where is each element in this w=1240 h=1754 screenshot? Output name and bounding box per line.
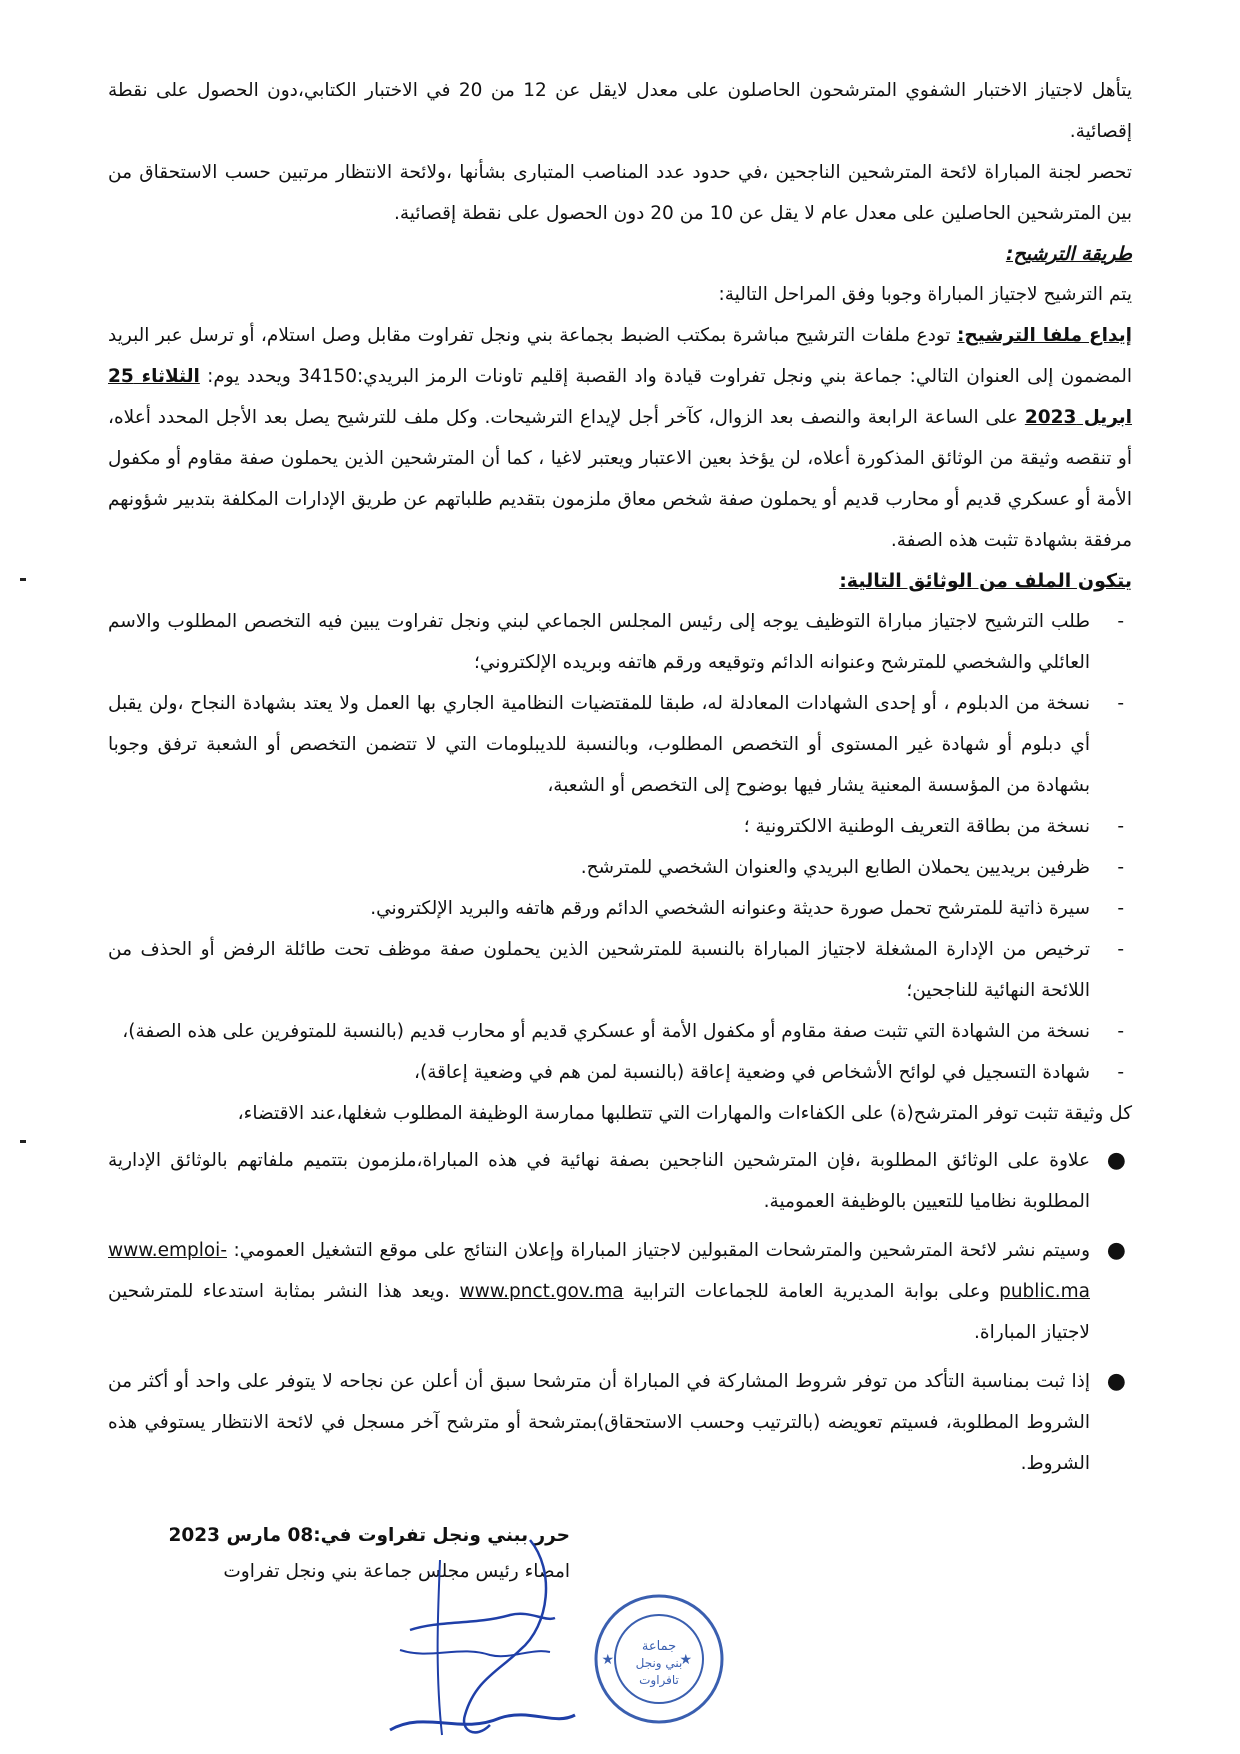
- note-text: علاوة على الوثائق المطلوبة ،فإن المترشحين الناجحين بصفة نهائية في هذه المباراة،ملزمون بتتميم ملفاتهم بالوثائق الإدارية المطلوبة نظاميا للتعيين بالوظيفة العمومية.: [108, 1150, 1090, 1212]
- stamp-inner-line: جماعة: [641, 1639, 677, 1654]
- dash-marker: -: [1117, 1062, 1124, 1083]
- list-item-text: نسخة من الدبلوم ، أو إحدى الشهادات المعادلة له، طبقا للمقتضيات النظامية الجاري بها العمل ولا يعتد بشهادة النجاح ،ولن يقبل أي دبلوم أو شهادة غير المستوى أو التخصص المطلوب، وبالنسبة للديبلومات التي لا تتضمن التخصص أو الشعبة ترفق وجوبا بشهادة من المؤسسة المعنية يشار فيها بوضوح إلى التخصص أو الشعبة،: [108, 693, 1090, 796]
- dash-marker: -: [1117, 857, 1124, 878]
- dash-marker: -: [1117, 898, 1124, 919]
- bullet-marker: ●: [1106, 1148, 1126, 1173]
- deposit-label: إيداع ملفا الترشيح:: [956, 325, 1132, 346]
- list-item: [108, 888, 1132, 929]
- documents-closing: كل وثيقة تثبت توفر المترشح(ة) على الكفاءات والمهارات التي تتطلبها ممارسة الوظيفة المطلوب شغلها،عند الاقتضاء،: [237, 1103, 1132, 1124]
- list-item: [108, 683, 1132, 806]
- documents-list: [108, 601, 1132, 1093]
- signatory-title: امضاء رئيس مجلس جماعة بني ونجل تفراوت: [223, 1561, 570, 1582]
- application-intro: يتم الترشيح لاجتياز المباراة وجوبا وفق المراحل التالية:: [718, 284, 1132, 305]
- stamp-star-icon: ★: [601, 1652, 614, 1668]
- dash-marker: -: [1117, 939, 1124, 960]
- application-method-title: طريقة الترشيح:: [1005, 243, 1132, 265]
- dash-marker: -: [1117, 816, 1124, 837]
- note-text: إذا ثبت بمناسبة التأكد من توفر شروط المشاركة في المباراة أن مترشحا سبق أن أعلن عن نجاحه لا يتوفر على واحد أو أكثر من الشروط المطلوبة، فسيتم تعويضه (بالترتيب وحسب الاستحقاق)بمترشحة أو مترشح آخر مسجل في لائحة الانتظار يستوفي هذه الشروط.: [108, 1371, 1090, 1474]
- official-stamp: [592, 1592, 726, 1726]
- list-item: [108, 1052, 1132, 1093]
- margin-mark: [20, 1140, 26, 1143]
- stamp-star-icon: ★: [679, 1652, 692, 1668]
- documents-title: يتكون الملف من الوثائق التالية:: [839, 570, 1132, 592]
- list-item: [108, 1230, 1132, 1353]
- results-list-paragraph: تحصر لجنة المباراة لائحة المترشحين الناجحين ،في حدود عدد المناصب المتبارى بشأنها ،ولائحة الانتظار مرتبين حسب الاستحقاق من بين المترشحين الحاصلين على معدل عام لا يقل عن 10 من 20 دون الحصول على نقطة إقصائية.: [108, 162, 1132, 224]
- list-item: [108, 806, 1132, 847]
- list-item-text: نسخة من الشهادة التي تثبت صفة مقاوم أو مكفول الأمة أو عسكري قديم أو محارب قديم (بالنسبة للمتوفرين على هذه الصفة)،: [122, 1021, 1090, 1042]
- notes-list: [108, 1140, 1132, 1484]
- note-text: وعلى بوابة المديرية العامة للجماعات الترابية: [623, 1281, 1000, 1302]
- list-item-text: نسخة من بطاقة التعريف الوطنية الالكترونية ؛: [743, 816, 1090, 837]
- note-text: وسيتم نشر لائحة المترشحين والمترشحات المقبولين لاجتياز المباراة وإعلان النتائج على موقع التشغيل العمومي:: [227, 1240, 1090, 1261]
- list-item: [108, 847, 1132, 888]
- list-item-text: ظرفين بريديين يحملان الطابع البريدي والعنوان الشخصي للمترشح.: [580, 857, 1090, 878]
- list-item-text: طلب الترشيح لاجتياز مباراة التوظيف يوجه إلى رئيس المجلس الجماعي لبني ونجل تفراوت يبين فيه التخصص المطلوب والاسم العائلي والشخصي للمترشح وعنوانه الدائم وتوقيعه ورقم هاتفه وبريده الإلكتروني؛: [108, 611, 1090, 673]
- margin-mark: [20, 578, 26, 581]
- dash-marker: -: [1117, 693, 1124, 714]
- stamp-inner-line: تافراوت: [639, 1673, 679, 1687]
- signing-date: حرر ببني ونجل تفراوت في:08 مارس 2023: [168, 1525, 570, 1546]
- deposit-text-2: على الساعة الرابعة والنصف بعد الزوال، كآخر أجل لإيداع الترشيحات. وكل ملف للترشيح يصل بعد الأجل المحدد أعلاه، أو تنقصه وثيقة من الوثائق المذكورة أعلاه، لن يؤخذ بعين الاعتبار ويعتبر لاغيا ، كما أن المترشحين الذين يحملون صفة مقاوم أو مكفول الأمة أو عسكري قديم أو محارب قديم أو يحملون صفة شخص معاق ملزمون بتقديم طلباتهم عن طريق الإدارات المكلفة بتدبير شؤونهم مرفقة بشهادة تثبت هذه الصفة.: [108, 407, 1132, 551]
- deposit-text-1: تودع ملفات الترشيح مباشرة بمكتب الضبط بجماعة بني ونجل تفراوت مقابل وصل استلام، أو ترسل عبر البريد المضمون إلى العنوان التالي: جماعة بني ونجل تفراوت قيادة واد القصبة إقليم تاونات الرمز البريدي:34150 ويحدد يوم:: [108, 325, 1132, 387]
- deposit-paragraph: [108, 315, 1132, 561]
- list-item-text: سيرة ذاتية للمترشح تحمل صورة حديثة وعنوانه الشخصي الدائم ورقم هاتفه والبريد الإلكتروني.: [370, 898, 1090, 919]
- bullet-marker: ●: [1106, 1238, 1126, 1263]
- pnct-link[interactable]: www.pnct.gov.ma: [459, 1281, 624, 1302]
- dash-marker: -: [1117, 611, 1124, 632]
- list-item: [108, 1011, 1132, 1052]
- dash-marker: -: [1117, 1021, 1124, 1042]
- oral-exam-paragraph: يتأهل لاجتياز الاختبار الشفوي المترشحون الحاصلون على معدل لايقل عن 12 من 20 في الاختبار الكتابي،دون الحصول على نقطة إقصائية.: [108, 80, 1132, 142]
- list-item: [108, 929, 1132, 1011]
- list-item: [108, 1140, 1132, 1222]
- emploi-public-link[interactable]: www.emploi-public.ma: [108, 1240, 1090, 1302]
- bullet-marker: ●: [1106, 1369, 1126, 1394]
- handwritten-signature: [380, 1530, 580, 1750]
- list-item: [108, 601, 1132, 683]
- list-item-text: شهادة التسجيل في لوائح الأشخاص في وضعية إعاقة (بالنسبة لمن هم في وضعية إعاقة)،: [414, 1062, 1090, 1083]
- note-text: .ويعد هذا النشر بمثابة استدعاء للمترشحين لاجتياز المباراة.: [108, 1281, 1090, 1343]
- deadline-date: الثلاثاء 25 ابريل 2023: [108, 366, 1132, 428]
- stamp-inner-line: بني ونجل: [635, 1656, 683, 1670]
- list-item-text: ترخيص من الإدارة المشغلة لاجتياز المباراة بالنسبة للمترشحين الذين يحملون صفة موظف تحت طائلة الرفض أو الحذف من اللائحة النهائية للناجحين؛: [108, 939, 1090, 1001]
- list-item: [108, 1361, 1132, 1484]
